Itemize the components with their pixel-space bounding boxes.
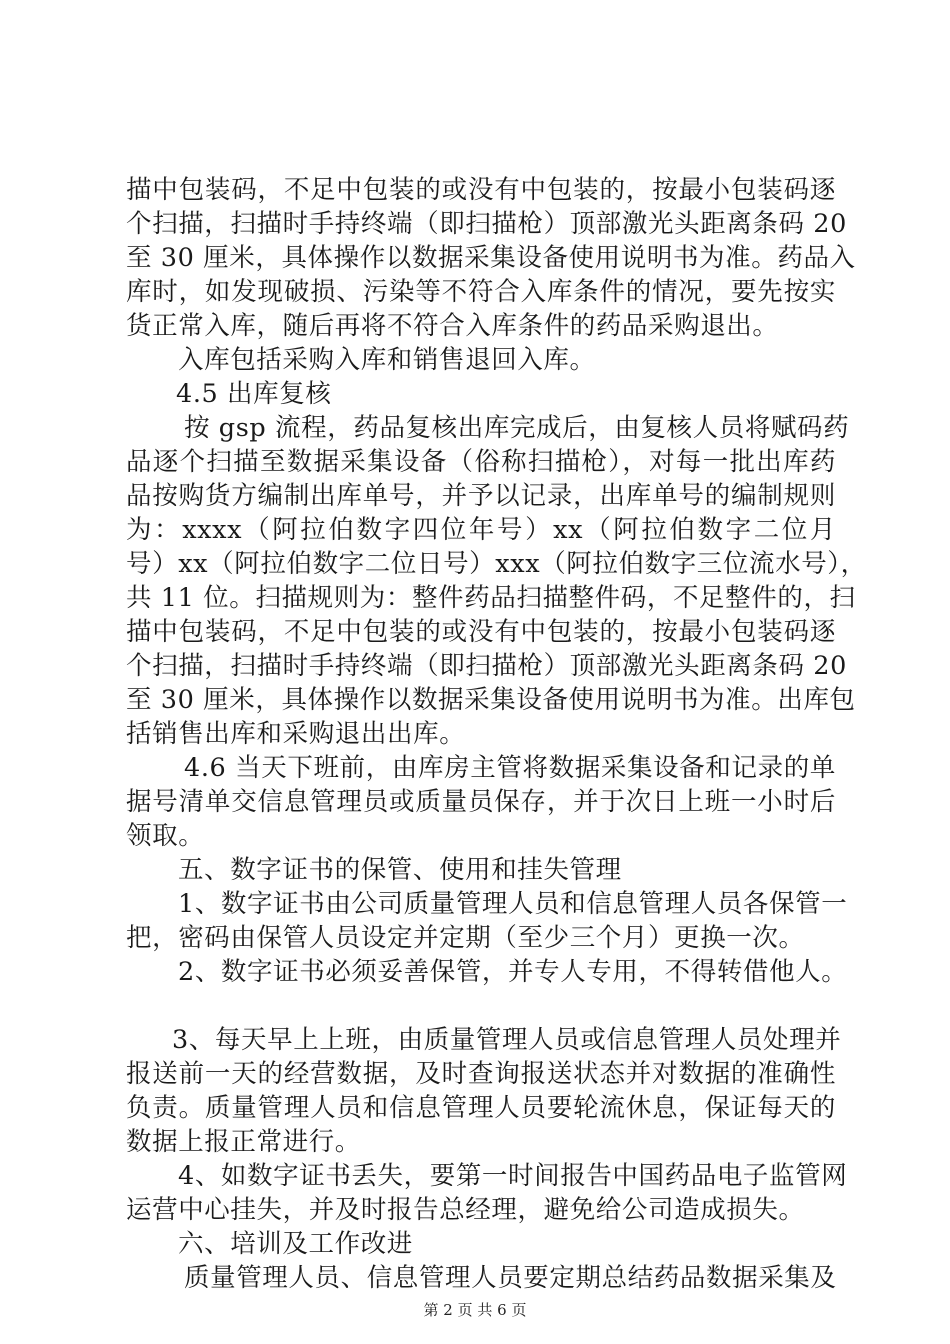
text-line: 品按购货方编制出库单号，并予以记录，出库单号的编制规则 (126, 481, 836, 511)
text-line: 为：xxxx（阿拉伯数字四位年号）xx（阿拉伯数字二位月 (126, 515, 836, 545)
text-line: 3、每天早上上班，由质量管理人员或信息管理人员处理并 (172, 1025, 842, 1055)
section-heading: 六、培训及工作改进 (178, 1229, 413, 1259)
text-line: 报送前一天的经营数据，及时查询报送状态并对数据的准确性 (126, 1059, 836, 1089)
text-line: 领取。 (126, 821, 205, 851)
page-footer: 第 2 页 共 6 页 (423, 1301, 527, 1319)
text-line: 数据上报正常进行。 (126, 1127, 361, 1157)
text-line: 描中包装码，不足中包装的或没有中包装的，按最小包装码逐 (126, 175, 836, 205)
section-heading: 4.5 出库复核 (176, 379, 332, 409)
section-heading: 五、数字证书的保管、使用和挂失管理 (178, 855, 622, 885)
text-line: 负责。质量管理人员和信息管理人员要轮流休息，保证每天的 (126, 1093, 836, 1123)
text-line: 至 30 厘米，具体操作以数据采集设备使用说明书为准。出库包 (126, 685, 856, 715)
text-line: 2、数字证书必须妥善保管，并专人专用，不得转借他人。 (178, 957, 848, 987)
text-line: 运营中心挂失，并及时报告总经理，避免给公司造成损失。 (126, 1195, 805, 1225)
text-line: 共 11 位。扫描规则为：整件药品扫描整件码，不足整件的，扫 (126, 583, 856, 613)
text-line: 质量管理人员、信息管理人员要定期总结药品数据采集及 (184, 1263, 837, 1293)
text-line: 4、如数字证书丢失，要第一时间报告中国药品电子监管网 (178, 1161, 848, 1191)
text-line: 4.6 当天下班前，由库房主管将数据采集设备和记录的单 (184, 753, 836, 783)
text-line: 1、数字证书由公司质量管理人员和信息管理人员各保管一 (178, 889, 848, 919)
text-line: 把，密码由保管人员设定并定期（至少三个月）更换一次。 (126, 923, 805, 953)
text-line: 货正常入库，随后再将不符合入库条件的药品采购退出。 (126, 311, 779, 341)
text-line: 个扫描，扫描时手持终端（即扫描枪）顶部激光头距离条码 20 (126, 651, 847, 681)
text-line: 号）xx（阿拉伯数字二位日号）xxx（阿拉伯数字三位流水号）， (126, 549, 867, 579)
text-line: 库时，如发现破损、污染等不符合入库条件的情况，要先按实 (126, 277, 836, 307)
text-line: 描中包装码，不足中包装的或没有中包装的，按最小包装码逐 (126, 617, 836, 647)
text-line: 括销售出库和采购退出出库。 (126, 719, 466, 749)
text-line: 据号清单交信息管理员或质量员保存，并于次日上班一小时后 (126, 787, 836, 817)
text-line: 个扫描，扫描时手持终端（即扫描枪）顶部激光头距离条码 20 (126, 209, 847, 239)
text-line: 按 gsp 流程，药品复核出库完成后，由复核人员将赋码药 (184, 413, 850, 443)
text-line: 品逐个扫描至数据采集设备（俗称扫描枪），对每一批出库药 (126, 447, 836, 477)
text-line: 至 30 厘米，具体操作以数据采集设备使用说明书为准。药品入 (126, 243, 856, 273)
text-line: 入库包括采购入库和销售退回入库。 (178, 345, 596, 375)
